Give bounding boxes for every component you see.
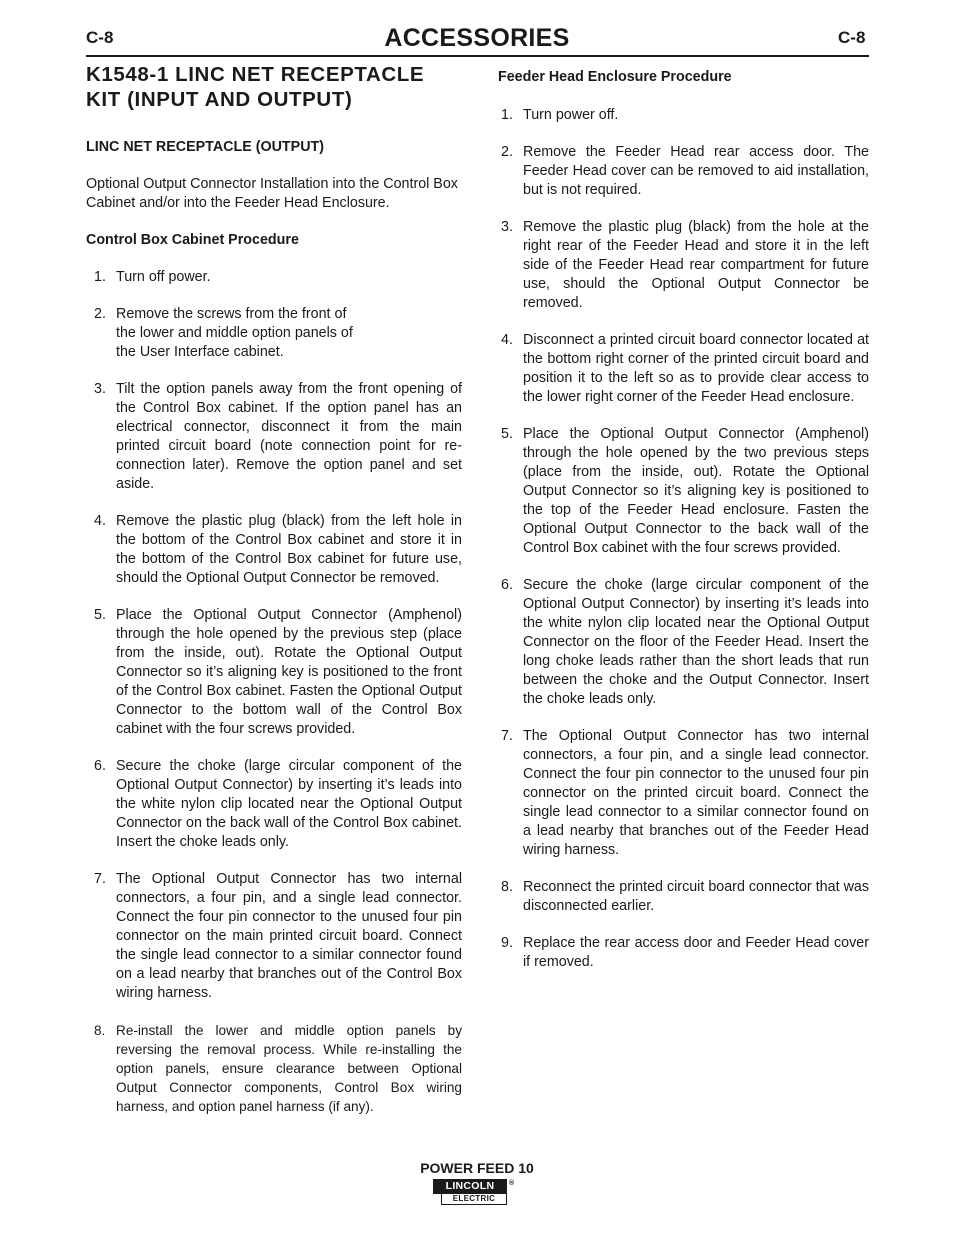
footer-product-name: POWER FEED 10 (420, 1160, 534, 1176)
subsection-heading: LINC NET RECEPTACLE (OUTPUT) (86, 139, 325, 155)
lincoln-electric-logo (433, 1179, 517, 1206)
step-text: Remove the screws from the front of the lower and middle option panels of the User Interface cabinet. (116, 306, 353, 360)
procedure-heading: Control Box Cabinet Procedure (86, 232, 299, 248)
step-number: 4. (501, 332, 513, 348)
step-number: 1. (501, 107, 513, 123)
step-text: Remove the plastic plug (black) from the hole at the right rear of the Feeder Head and store it in the left side of the Feeder Head rear compartment for future use, should the Optional Output Connector be removed. (523, 219, 869, 311)
page-number-right: C-8 (838, 28, 866, 47)
step-number: 9. (501, 935, 513, 951)
step-item (86, 380, 462, 494)
feeder-head-steps (498, 106, 869, 972)
step-item (86, 870, 462, 1003)
step-item (498, 425, 869, 558)
step-number: 3. (94, 381, 106, 397)
header-rule (86, 55, 869, 57)
right-column (498, 68, 869, 972)
step-item (498, 878, 869, 916)
step-text: Tilt the option panels away from the front opening of the Control Box cabinet. If the option panel has an electrical connector, disconnect it from the main printed circuit board (note connection point for re-connection later). Remove the option panel and set aside. (116, 381, 462, 492)
page-title: ACCESSORIES (384, 24, 570, 52)
step-text: Disconnect a printed circuit board connector located at the bottom right corner of the printed circuit board and position it to the left so as to provide clear access to the lower right corner of the Feeder Head enclosure. (523, 332, 869, 405)
section-title: K1548-1 LINC NET RECEPTACLE KIT (INPUT AND OUTPUT) (86, 63, 425, 111)
logo-top-text: LINCOLN (433, 1179, 507, 1194)
step-item (498, 106, 869, 125)
step-text: Place the Optional Output Connector (Amphenol) through the hole opened by the previous step (place from the inside, out). Rotate the Optional Output Connector so it’s aligning key is positioned to the front of the Control Box cabinet. Fasten the Optional Output Connector to the bottom wall of the Control Box cabinet with the four screws provided. (116, 607, 462, 737)
logo-bottom-text: ELECTRIC (441, 1193, 507, 1205)
step-item (498, 331, 869, 407)
step-number: 6. (501, 577, 513, 593)
step-number: 8. (501, 879, 513, 895)
step-item (86, 305, 462, 362)
step-text: Remove the plastic plug (black) from the left hole in the bottom of the Control Box cabinet and store it in the bottom of the Control Box cabinet for future use, should the Optional Output Connector be removed. (116, 513, 462, 586)
step-number: 6. (94, 758, 106, 774)
step-number: 8. (94, 1023, 106, 1038)
step-number: 4. (94, 513, 106, 529)
step-text: Replace the rear access door and Feeder Head cover if removed. (523, 935, 869, 970)
step-text: Place the Optional Output Connector (Amphenol) through the hole opened by the two previous steps (place from the inside, out). Rotate the Optional Output Connector so it’s aligning key is positioned to the top of the Feeder Head enclosure. Fasten the Optional Output Connector to the back wall of the Control Box cabinet with the four screws provided. (523, 426, 869, 556)
step-item (498, 727, 869, 860)
step-item (86, 268, 462, 287)
step-text: The Optional Output Connector has two internal connectors, a four pin, and a single lead connector. Connect the four pin connector to the unused four pin connector on the main printed circuit board. Connect the single lead connector to a similar connector found on a lead nearby that branches out of the Control Box wiring harness. (116, 871, 462, 1001)
step-number: 5. (94, 607, 106, 623)
step-text: Reconnect the printed circuit board connector that was disconnected earlier. (523, 879, 869, 914)
step-number: 5. (501, 426, 513, 442)
step-text: Secure the choke (large circular component of the Optional Output Connector) by inserting it’s leads into the white nylon clip located near the Optional Output Connector on the back wall of the Control Box cabinet. Insert the choke leads only. (116, 758, 462, 850)
step-text: Remove the Feeder Head rear access door. The Feeder Head cover can be removed to aid installation, but is not required. (523, 144, 869, 198)
step-item (86, 512, 462, 588)
step-number: 1. (94, 269, 106, 285)
step-item (498, 218, 869, 313)
step-item (498, 934, 869, 972)
step-number: 7. (94, 871, 106, 887)
step-item (86, 757, 462, 852)
step-item (498, 576, 869, 709)
logo-registered-mark: ® (509, 1180, 515, 1187)
step-number: 2. (94, 306, 106, 322)
step-item (498, 143, 869, 200)
left-column (86, 62, 462, 1116)
control-box-steps (86, 268, 462, 1116)
intro-paragraph: Optional Output Connector Installation into the Control Box Cabinet and/or into the Feeder Head Enclosure. (86, 176, 458, 211)
step-text: Secure the choke (large circular component of the Optional Output Connector) by inserting it’s leads into the white nylon clip located near the Optional Output Connector on the floor of the Feeder Head. Insert the long choke leads rather than the short leads that run between the choke and the Output Connector. Insert the choke leads only. (523, 577, 869, 707)
procedure-heading: Feeder Head Enclosure Procedure (498, 69, 732, 85)
step-text: Re-install the lower and middle option panels by reversing the removal process. While re-installing the option panels, ensure clearance between Optional Output Connector components, Control Box wiring harness, and option panel harness (if any). (116, 1023, 462, 1114)
step-number: 7. (501, 728, 513, 744)
page-number-left: C-8 (86, 28, 114, 47)
step-number: 2. (501, 144, 513, 160)
step-number: 3. (501, 219, 513, 235)
step-item (86, 1021, 462, 1116)
step-item (86, 606, 462, 739)
step-text: The Optional Output Connector has two internal connectors, a four pin, and a single lead connector. Connect the four pin connector to the unused four pin connector on the printed circuit board. Connect the single lead connector to a similar connector found on a lead nearby that branches out of the Feeder Head wiring harness. (523, 728, 869, 858)
step-text: Turn power off. (523, 107, 619, 123)
step-text: Turn off power. (116, 269, 211, 285)
